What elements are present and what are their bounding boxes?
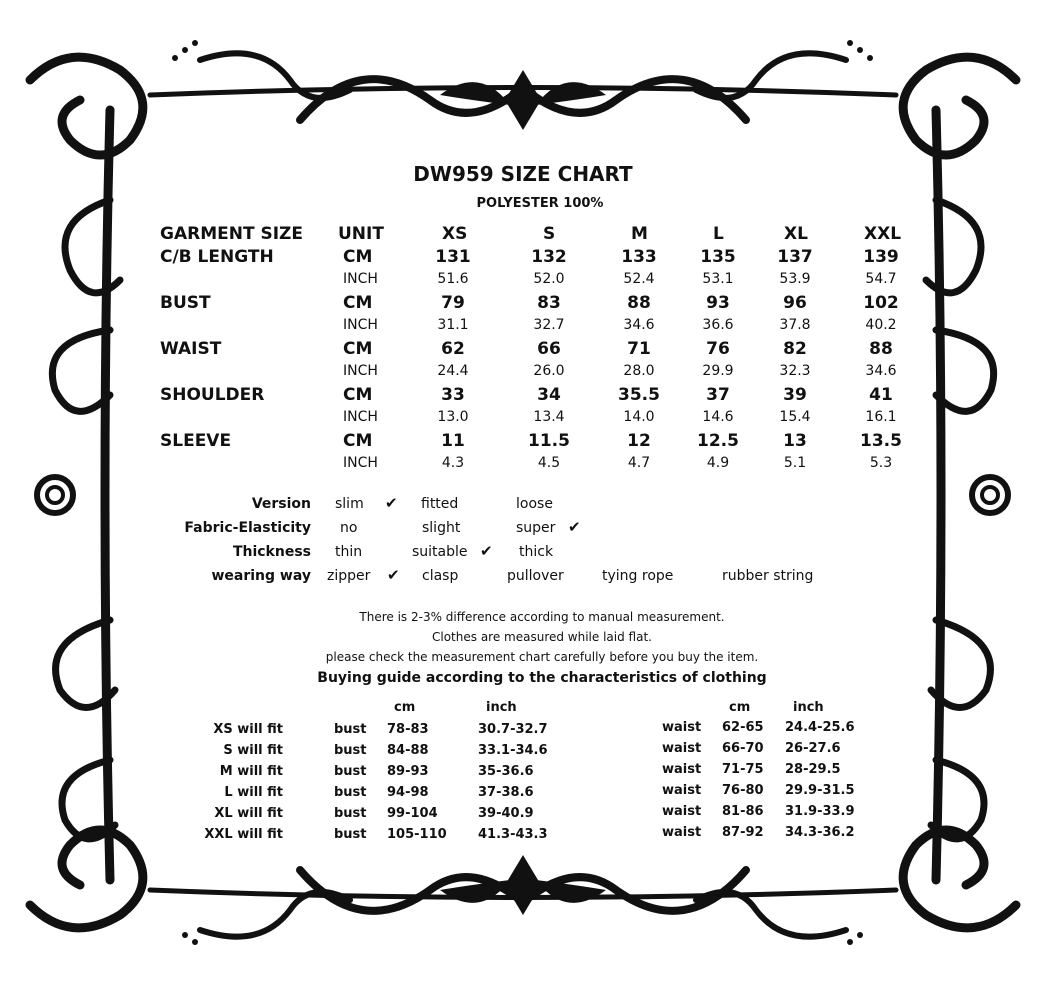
- inch-value: 5.3: [869, 455, 893, 471]
- unit-inch: INCH: [343, 409, 378, 425]
- cm-value: 37: [706, 385, 730, 405]
- guide-bust-cm-header: cm: [394, 700, 416, 715]
- attribute-option: thick: [519, 544, 554, 560]
- guide-bust-cm: 84-88: [387, 743, 429, 758]
- inch-value: 5.1: [783, 455, 807, 471]
- cm-value: 135: [700, 247, 736, 267]
- cm-value: 88: [627, 293, 651, 313]
- attribute-option: suitable: [412, 544, 468, 560]
- inch-value: 52.0: [533, 271, 565, 287]
- guide-bust-label: bust: [334, 785, 367, 800]
- row-label: C/B LENGTH: [160, 247, 274, 267]
- guide-bust-cm: 78-83: [387, 722, 429, 737]
- check-icon: ✔: [385, 494, 398, 512]
- cm-value: 33: [441, 385, 465, 405]
- cm-value: 12: [627, 431, 651, 451]
- note-check-chart: please check the measurement chart carefully before you buy the item.: [325, 650, 759, 664]
- guide-bust-inch: 33.1-34.6: [478, 743, 548, 758]
- header-garment-size: GARMENT SIZE: [160, 224, 303, 244]
- cm-value: 83: [537, 293, 561, 313]
- row-label: WAIST: [160, 339, 222, 359]
- unit-cm: CM: [343, 431, 373, 451]
- guide-waist-label: waist: [662, 741, 702, 756]
- guide-bust-inch: 35-36.6: [478, 764, 534, 779]
- guide-waist-label: waist: [662, 720, 702, 735]
- guide-bust-cm: 94-98: [387, 785, 429, 800]
- guide-size-label: XS will fit: [213, 722, 283, 737]
- cm-value: 13.5: [860, 431, 902, 451]
- inch-value: 32.3: [779, 363, 811, 379]
- check-icon: ✔: [387, 566, 400, 584]
- guide-bust-inch: 41.3-43.3: [478, 827, 548, 842]
- inch-value: 53.1: [702, 271, 734, 287]
- attribute-label: Thickness: [232, 544, 311, 560]
- guide-bust-label: bust: [334, 722, 367, 737]
- attribute-option: thin: [335, 544, 363, 560]
- cm-value: 96: [783, 293, 807, 313]
- header-size-xl: XL: [784, 224, 808, 244]
- guide-waist-inch-header: inch: [793, 700, 824, 715]
- attribute-option: zipper: [327, 568, 371, 584]
- inch-value: 54.7: [865, 271, 897, 287]
- guide-waist-cm: 71-75: [722, 762, 764, 777]
- cm-value: 133: [621, 247, 657, 267]
- header-size-s: S: [543, 224, 556, 244]
- inch-value: 4.9: [706, 455, 730, 471]
- header-size-xs: XS: [442, 224, 468, 244]
- guide-waist-inch: 26-27.6: [785, 741, 841, 756]
- guide-size-label: XXL will fit: [204, 827, 283, 842]
- page-title: DW959 SIZE CHART: [413, 162, 633, 186]
- cm-value: 66: [537, 339, 561, 359]
- cm-value: 102: [863, 293, 899, 313]
- guide-size-label: M will fit: [219, 764, 283, 779]
- attribute-option: slim: [335, 496, 364, 512]
- attribute-option: no: [340, 520, 358, 536]
- attribute-option: tying rope: [602, 568, 674, 584]
- header-size-xxl: XXL: [864, 224, 902, 244]
- guide-waist-label: waist: [662, 804, 702, 819]
- attribute-option: slight: [422, 520, 461, 536]
- inch-value: 51.6: [437, 271, 469, 287]
- inch-value: 29.9: [702, 363, 734, 379]
- cm-value: 34: [537, 385, 561, 405]
- cm-value: 39: [783, 385, 807, 405]
- header-size-l: L: [713, 224, 724, 244]
- guide-bust-inch: 37-38.6: [478, 785, 534, 800]
- guide-bust-label: bust: [334, 806, 367, 821]
- cm-value: 79: [441, 293, 465, 313]
- guide-waist-inch: 31.9-33.9: [785, 804, 855, 819]
- attribute-label: Version: [251, 496, 311, 512]
- cm-value: 131: [435, 247, 471, 267]
- note-laid-flat: Clothes are measured while laid flat.: [432, 630, 652, 644]
- unit-inch: INCH: [343, 271, 378, 287]
- guide-waist-inch: 34.3-36.2: [785, 825, 855, 840]
- unit-cm: CM: [343, 385, 373, 405]
- cm-value: 139: [863, 247, 899, 267]
- inch-value: 53.9: [779, 271, 811, 287]
- guide-bust-label: bust: [334, 743, 367, 758]
- cm-value: 132: [531, 247, 567, 267]
- attribute-option: clasp: [422, 568, 459, 584]
- guide-bust-cm: 89-93: [387, 764, 429, 779]
- guide-waist-cm: 66-70: [722, 741, 764, 756]
- guide-bust-inch-header: inch: [486, 700, 517, 715]
- guide-size-label: S will fit: [223, 743, 283, 758]
- guide-waist-cm: 76-80: [722, 783, 764, 798]
- inch-value: 24.4: [437, 363, 469, 379]
- inch-value: 32.7: [533, 317, 565, 333]
- guide-bust-label: bust: [334, 764, 367, 779]
- inch-value: 40.2: [865, 317, 897, 333]
- guide-bust-inch: 39-40.9: [478, 806, 534, 821]
- page-subtitle: POLYESTER 100%: [476, 196, 604, 211]
- cm-value: 41: [869, 385, 893, 405]
- inch-value: 4.3: [441, 455, 465, 471]
- unit-cm: CM: [343, 247, 373, 267]
- attribute-option: rubber string: [722, 568, 814, 584]
- check-icon: ✔: [480, 542, 493, 560]
- inch-value: 28.0: [623, 363, 655, 379]
- inch-value: 31.1: [437, 317, 469, 333]
- note-measurement-difference: There is 2-3% difference according to manual measurement.: [359, 610, 725, 624]
- cm-value: 93: [706, 293, 730, 313]
- guide-bust-label: bust: [334, 827, 367, 842]
- unit-cm: CM: [343, 339, 373, 359]
- guide-waist-cm-header: cm: [729, 700, 751, 715]
- cm-value: 35.5: [618, 385, 660, 405]
- guide-bust-inch: 30.7-32.7: [478, 722, 548, 737]
- inch-value: 36.6: [702, 317, 734, 333]
- inch-value: 26.0: [533, 363, 565, 379]
- cm-value: 12.5: [697, 431, 739, 451]
- unit-inch: INCH: [343, 317, 378, 333]
- row-label: SLEEVE: [160, 431, 232, 451]
- guide-waist-inch: 29.9-31.5: [785, 783, 855, 798]
- header-unit: UNIT: [338, 224, 384, 244]
- cm-value: 82: [783, 339, 807, 359]
- inch-value: 52.4: [623, 271, 655, 287]
- guide-size-label: XL will fit: [214, 806, 283, 821]
- attribute-label: wearing way: [211, 568, 311, 584]
- cm-value: 11: [441, 431, 465, 451]
- cm-value: 62: [441, 339, 465, 359]
- guide-waist-cm: 62-65: [722, 720, 764, 735]
- inch-value: 14.0: [623, 409, 655, 425]
- attribute-option: super: [516, 520, 556, 536]
- guide-waist-label: waist: [662, 825, 702, 840]
- cm-value: 71: [627, 339, 651, 359]
- check-icon: ✔: [568, 518, 581, 536]
- attribute-option: pullover: [507, 568, 564, 584]
- guide-bust-cm: 105-110: [387, 827, 447, 842]
- inch-value: 4.7: [627, 455, 651, 471]
- inch-value: 34.6: [865, 363, 897, 379]
- row-label: SHOULDER: [160, 385, 265, 405]
- guide-bust-cm: 99-104: [387, 806, 438, 821]
- guide-waist-cm: 81-86: [722, 804, 764, 819]
- header-size-m: M: [631, 224, 648, 244]
- attribute-label: Fabric-Elasticity: [184, 520, 311, 536]
- cm-value: 88: [869, 339, 893, 359]
- unit-cm: CM: [343, 293, 373, 313]
- inch-value: 34.6: [623, 317, 655, 333]
- attribute-option: loose: [516, 496, 553, 512]
- cm-value: 13: [783, 431, 807, 451]
- inch-value: 13.0: [437, 409, 469, 425]
- inch-value: 14.6: [702, 409, 734, 425]
- unit-inch: INCH: [343, 455, 378, 471]
- inch-value: 16.1: [865, 409, 897, 425]
- buying-guide-title: Buying guide according to the characteristics of clothing: [317, 670, 767, 686]
- guide-waist-label: waist: [662, 783, 702, 798]
- inch-value: 13.4: [533, 409, 565, 425]
- cm-value: 11.5: [528, 431, 570, 451]
- guide-waist-label: waist: [662, 762, 702, 777]
- guide-size-label: L will fit: [224, 785, 283, 800]
- inch-value: 15.4: [779, 409, 811, 425]
- cm-value: 76: [706, 339, 730, 359]
- cm-value: 137: [777, 247, 813, 267]
- row-label: BUST: [160, 293, 211, 313]
- unit-inch: INCH: [343, 363, 378, 379]
- guide-waist-inch: 24.4-25.6: [785, 720, 855, 735]
- guide-waist-inch: 28-29.5: [785, 762, 841, 777]
- guide-waist-cm: 87-92: [722, 825, 764, 840]
- inch-value: 37.8: [779, 317, 811, 333]
- attribute-option: fitted: [421, 496, 459, 512]
- inch-value: 4.5: [537, 455, 561, 471]
